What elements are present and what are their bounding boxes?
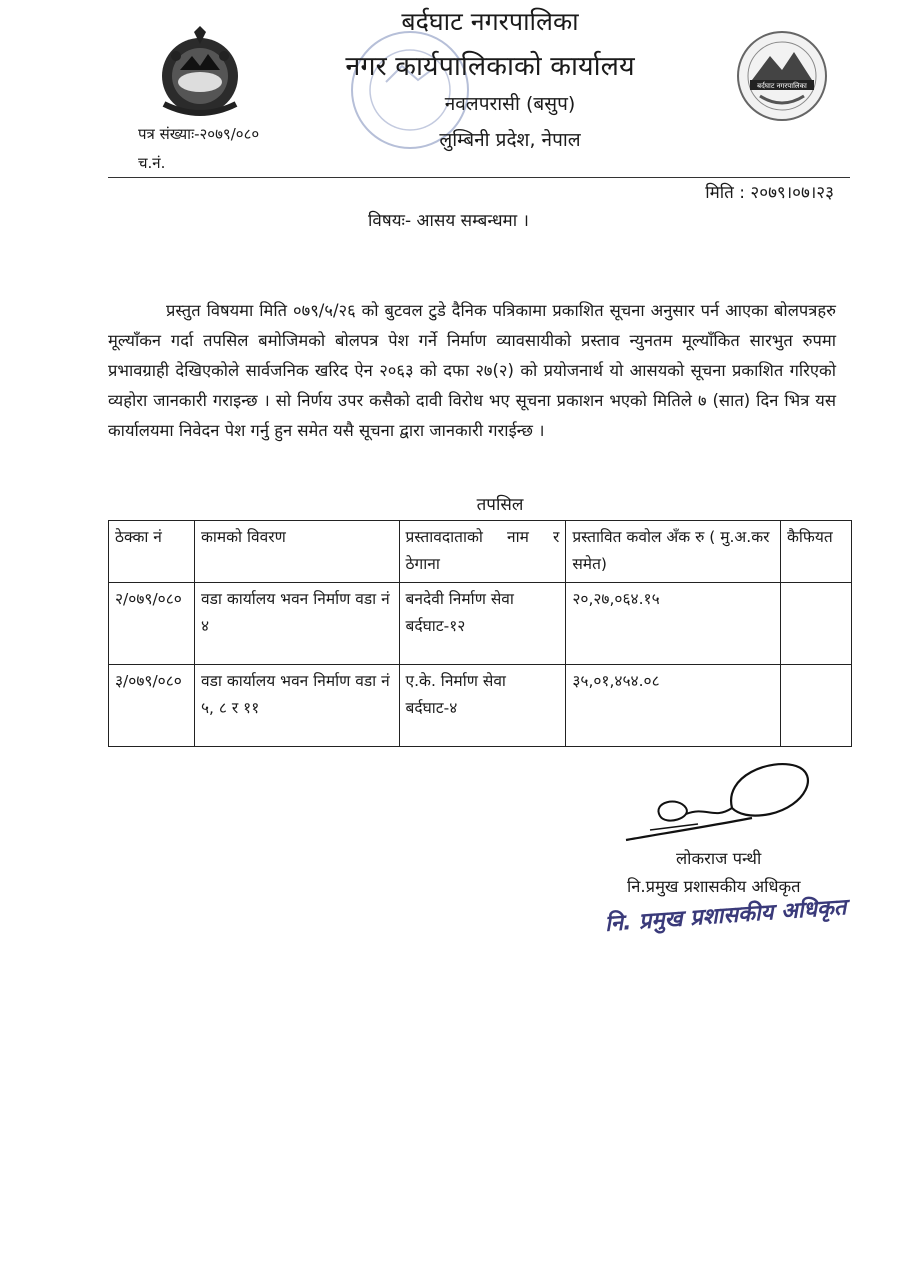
signatory-title: नि.प्रमुख प्रशासकीय अधिकृत	[627, 877, 801, 896]
municipality-name: बर्दघाट नगरपालिका	[401, 7, 579, 36]
dispatch-number: च.नं.	[138, 154, 166, 172]
header-bidder: प्रस्तावदाताको नाम र ठेगाना	[399, 521, 566, 583]
cell-bid-amount: ३५,०१,४५४.०८	[566, 665, 781, 747]
letter-date: मिति : २०७९।०७।२३	[705, 183, 834, 203]
designation-stamp: नि. प्रमुख प्रशासकीय अधिकृत	[604, 895, 848, 937]
header-work-description: कामको विवरण	[194, 521, 399, 583]
cell-bidder: ए.के. निर्माण सेवा बर्दघाट-४	[399, 665, 566, 747]
header-divider	[108, 177, 850, 178]
header-contract-no: ठेक्का नं	[109, 521, 195, 583]
signature-icon	[620, 756, 830, 848]
table-row	[109, 665, 852, 747]
nepal-emblem-icon	[150, 26, 250, 120]
cell-remarks	[781, 583, 852, 665]
cell-contract-no: ३/०७९/०८०	[109, 665, 195, 747]
province-name: लुम्बिनी प्रदेश, नेपाल	[439, 129, 581, 151]
cell-bid-amount: २०,२७,०६४.१५	[566, 583, 781, 665]
table-row	[109, 583, 852, 665]
table-title: तपसिल	[476, 495, 524, 515]
municipality-logo-icon	[736, 30, 828, 122]
municipality-logo-text: बर्दघाट नगरपालिका	[757, 82, 807, 90]
bid-table	[108, 520, 852, 747]
signatory-name: लोकराज पन्थी	[676, 849, 762, 868]
cell-work-description: वडा कार्यालय भवन निर्माण वडा नं ४	[194, 583, 399, 665]
header-remarks: कैफियत	[781, 521, 852, 583]
table-header-row	[109, 521, 852, 583]
office-name: नगर कार्यपालिकाको कार्यालय	[345, 51, 635, 82]
body-text: प्रस्तुत विषयमा मिति ०७९/५/२६ को बुटवल टुडे दैनिक पत्रिकामा प्रकाशित सूचना अनुसार पर्न आएका बोलपत्रहरु मूल्याँकन गर्दा तपसिल बमोजिमको बोलपत्र पेश गर्ने निर्माण व्यावसायीको प्रस्ताव न्युनतम मूल्याँकित सारभुत रुपमा प्रभावग्राही देखिएकोले सार्वजनिक खरिद ऐन २०६३ को दफा २७(२) को प्रयोजनार्थ यो आसयको सूचना प्रकाशित गरिएको व्यहोरा जानकारी गराइन्छ । सो निर्णय उपर कसैको दावी विरोध भए सूचना प्रकाशन भएको मितिले ७ (सात) दिन भित्र यस कार्यालयमा निवेदन पेश गर्नु हुन समेत यसै सूचना द्वारा जानकारी गराईन्छ ।	[108, 301, 836, 440]
letter-number: पत्र संख्याः-२०७९/०८०	[138, 125, 260, 143]
cell-remarks	[781, 665, 852, 747]
subject-line: विषयः- आसय सम्बन्धमा ।	[368, 211, 529, 231]
district-name: नवलपरासी (बसुप)	[444, 93, 576, 115]
cell-contract-no: २/०७९/०८०	[109, 583, 195, 665]
header-bid-amount: प्रस्तावित कवोल अँक रु ( मु.अ.कर समेत)	[566, 521, 781, 583]
cell-bidder: बनदेवी निर्माण सेवा बर्दघाट-१२	[399, 583, 566, 665]
cell-work-description: वडा कार्यालय भवन निर्माण वडा नं ५, ८ र ११	[194, 665, 399, 747]
body-paragraph	[108, 296, 836, 446]
